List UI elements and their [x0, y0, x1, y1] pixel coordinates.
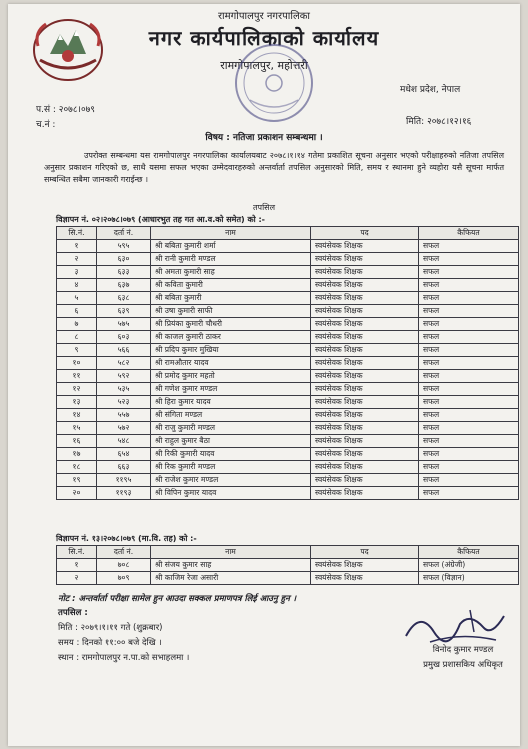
- table-row: [57, 331, 519, 344]
- table-cell: स्वयंसेवक शिक्षक: [311, 572, 419, 585]
- table-cell: श्री काजिम रेजा असारी: [151, 572, 311, 585]
- table-row: [57, 448, 519, 461]
- table-cell: सफल (अंग्रेजी): [419, 559, 519, 572]
- table-cell: श्री उषा कुमारी साफी: [151, 305, 311, 318]
- table-cell: २: [57, 253, 97, 266]
- table-cell: ८: [57, 331, 97, 344]
- table-cell: स्वयंसेवक शिक्षक: [311, 487, 419, 500]
- table-cell: ६०३: [97, 331, 151, 344]
- table-row: [57, 487, 519, 500]
- table-row: [57, 422, 519, 435]
- column-header: पद: [311, 227, 419, 240]
- column-header: कैफियत: [419, 546, 519, 559]
- table-cell: सफल: [419, 305, 519, 318]
- table-cell: सफल: [419, 487, 519, 500]
- column-header: सि.नं.: [57, 227, 97, 240]
- table-cell: सफल: [419, 370, 519, 383]
- table-cell: सफल: [419, 422, 519, 435]
- table-cell: सफल: [419, 240, 519, 253]
- table-cell: स्वयंसेवक शिक्षक: [311, 370, 419, 383]
- table-cell: १: [57, 240, 97, 253]
- table-row: [57, 253, 519, 266]
- table-cell: सफल: [419, 409, 519, 422]
- table-cell: ४: [57, 279, 97, 292]
- table-cell: स्वयंसेवक शिक्षक: [311, 253, 419, 266]
- table-cell: सफल: [419, 474, 519, 487]
- table-cell: श्री रानी कुमारी मण्डल: [151, 253, 311, 266]
- table-cell: ६६३: [97, 461, 151, 474]
- notice-sheet: [8, 4, 520, 746]
- table-cell: सफल: [419, 318, 519, 331]
- table-cell: ६: [57, 305, 97, 318]
- interview-place: स्थान : रामगोपालपुर न.पा.को सभाहलमा ।: [58, 653, 190, 663]
- table-cell: ५९५: [97, 240, 151, 253]
- table-cell: सफल: [419, 266, 519, 279]
- table-cell: २: [57, 572, 97, 585]
- municipality-name: रामगोपालपुर नगरपालिका: [217, 11, 311, 22]
- table-cell: सफल: [419, 383, 519, 396]
- table-cell: स्वयंसेवक शिक्षक: [311, 435, 419, 448]
- table-cell: स्वयंसेवक शिक्षक: [311, 448, 419, 461]
- result-table-2: [56, 545, 519, 585]
- table-row: [57, 305, 519, 318]
- table-cell: १२: [57, 383, 97, 396]
- office-title: नगर कार्यपालिकाको कार्यालय: [148, 26, 380, 50]
- table-row: [57, 279, 519, 292]
- interview-date: मिति : २०७९।१।११ गते (शुक्रबार): [58, 623, 163, 633]
- reference-number: प.सं : २०७८।०७९: [36, 105, 95, 115]
- notice-paragraph: उपरोक्त सम्बन्धमा यस रामगोपालपुर नगरपालिका कार्यालयबाट २०७८।१।१४ गतेमा प्रकाशित सूचना अनुसार भएको परीक्षाहरुको नतिजा तपसिल अनुसार प्रकाशन गरिएको छ, साथै यसमा सफल भएका उम्मेदवारहरुको अन्तर्वार्ता तपसिल अनुसारको मिति, समय र स्थानमा हुने व्यहोरा यसै सूचना मार्फत सम्बन्धित सबैमा जानकारी गराईन्छ ।: [44, 151, 504, 184]
- table-row: [57, 318, 519, 331]
- table-cell: श्री बबिता कुमारी: [151, 292, 311, 305]
- table-cell: स्वयंसेवक शिक्षक: [311, 318, 419, 331]
- table-cell: ३: [57, 266, 97, 279]
- table-cell: श्री रिक कुमारी मण्डल: [151, 461, 311, 474]
- interview-schedule-heading: तपसिल :: [58, 608, 88, 618]
- table-cell: सफल: [419, 331, 519, 344]
- table-cell: ७०८: [97, 559, 151, 572]
- table-row: [57, 461, 519, 474]
- table-cell: ५७५: [97, 318, 151, 331]
- table-cell: सफल: [419, 292, 519, 305]
- table-cell: १३: [57, 396, 97, 409]
- schedule-heading: तपसिल: [252, 203, 275, 212]
- table-cell: स्वयंसेवक शिक्षक: [311, 559, 419, 572]
- table-cell: स्वयंसेवक शिक्षक: [311, 422, 419, 435]
- notice-date: मिति: २०७८।१२।१६: [406, 117, 472, 127]
- table-cell: १: [57, 559, 97, 572]
- table2-heading: विज्ञापन नं. १३।२०७८।०७९ (मा.वि. तह) को :-: [56, 534, 197, 543]
- table-row: [57, 559, 519, 572]
- table-row: [57, 344, 519, 357]
- handwritten-signature-icon: [400, 602, 510, 648]
- table-cell: स्वयंसेवक शिक्षक: [311, 292, 419, 305]
- table-cell: ५४८: [97, 435, 151, 448]
- table-cell: स्वयंसेवक शिक्षक: [311, 279, 419, 292]
- interview-note: नोट : अन्तर्वार्ता परीक्षा सामेल हुन आउदा सक्कल प्रमाणपत्र लिई आउनु हुन ।: [58, 594, 297, 604]
- table-cell: १६: [57, 435, 97, 448]
- table-cell: श्री प्रमोद कुमार महतो: [151, 370, 311, 383]
- table-row: [57, 474, 519, 487]
- table-cell: श्री कविता कुमारी: [151, 279, 311, 292]
- column-header: नाम: [151, 546, 311, 559]
- table-cell: ५७२: [97, 422, 151, 435]
- table-cell: श्री राजेश कुमार मण्डल: [151, 474, 311, 487]
- table-cell: सफल: [419, 357, 519, 370]
- table-cell: स्वयंसेवक शिक्षक: [311, 409, 419, 422]
- table-cell: ६३९: [97, 305, 151, 318]
- table-cell: ११: [57, 370, 97, 383]
- column-header: दर्ता नं.: [97, 546, 151, 559]
- table-cell: ७०९: [97, 572, 151, 585]
- table-cell: ९: [57, 344, 97, 357]
- table-cell: सफल (विज्ञान): [419, 572, 519, 585]
- table-header-row: [57, 546, 519, 559]
- table-cell: श्री प्रदिप कुमार मुखिया: [151, 344, 311, 357]
- table-row: [57, 370, 519, 383]
- table-cell: सफल: [419, 344, 519, 357]
- table-cell: श्री अमता कुमारी साह: [151, 266, 311, 279]
- table-cell: श्री रिकी कुमारी यादव: [151, 448, 311, 461]
- office-address: रामगोपालपुर, महोत्तरी: [220, 59, 308, 72]
- table-cell: स्वयंसेवक शिक्षक: [311, 344, 419, 357]
- column-header: कैफियत: [419, 227, 519, 240]
- table-cell: स्वयंसेवक शिक्षक: [311, 266, 419, 279]
- office-round-stamp-icon: [230, 40, 318, 126]
- signer-title: प्रमुख प्रशासकिय अधिकृत: [423, 660, 503, 670]
- column-header: दर्ता नं.: [97, 227, 151, 240]
- signer-name: विनोद कुमार मण्डल: [432, 645, 494, 655]
- table-cell: १९: [57, 474, 97, 487]
- table-cell: श्री संजय कुमार साह: [151, 559, 311, 572]
- table-cell: ५६६: [97, 344, 151, 357]
- table-cell: २०: [57, 487, 97, 500]
- table-cell: ६३७: [97, 279, 151, 292]
- table-header-row: [57, 227, 519, 240]
- table-cell: १४: [57, 409, 97, 422]
- table-cell: ५३५: [97, 383, 151, 396]
- table-cell: ५९२: [97, 370, 151, 383]
- table-cell: श्री संगिता मण्डल: [151, 409, 311, 422]
- table-cell: ५२३: [97, 396, 151, 409]
- table-row: [57, 240, 519, 253]
- table-cell: ५: [57, 292, 97, 305]
- table-cell: ११९३: [97, 487, 151, 500]
- column-header: नाम: [151, 227, 311, 240]
- table1-heading: विज्ञापन नं. ०२।२०७८।०७९ (आधारभुत तह गत आ.व.को समेत) को :-: [56, 215, 265, 224]
- table-cell: श्री राजु कुमारी मण्डल: [151, 422, 311, 435]
- table-row: [57, 572, 519, 585]
- table-cell: ७: [57, 318, 97, 331]
- table-cell: श्री काजल कुमारी ठाकर: [151, 331, 311, 344]
- table-cell: श्री विपिन कुमार यादव: [151, 487, 311, 500]
- table-cell: श्री हिरा कुमार यादव: [151, 396, 311, 409]
- notice-subject: विषय : नतिजा प्रकाशन सम्बन्धमा ।: [205, 133, 323, 143]
- dispatch-number: च.नं :: [36, 120, 56, 130]
- table-cell: सफल: [419, 253, 519, 266]
- table-cell: १५: [57, 422, 97, 435]
- interview-time: समय : दिनको ११:०० बजे देखि ।: [58, 638, 162, 648]
- table-row: [57, 266, 519, 279]
- table-cell: श्री गणेश कुमार मण्डल: [151, 383, 311, 396]
- column-header: सि.नं.: [57, 546, 97, 559]
- table-cell: स्वयंसेवक शिक्षक: [311, 305, 419, 318]
- table-row: [57, 357, 519, 370]
- table-cell: १०: [57, 357, 97, 370]
- table-cell: ५५७: [97, 409, 151, 422]
- table-cell: सफल: [419, 448, 519, 461]
- table-cell: सफल: [419, 396, 519, 409]
- table-cell: ६३८: [97, 292, 151, 305]
- result-table-1: [56, 226, 519, 500]
- table-cell: स्वयंसेवक शिक्षक: [311, 383, 419, 396]
- table-cell: स्वयंसेवक शिक्षक: [311, 474, 419, 487]
- table-cell: श्री प्रियंका कुमारी चौधरी: [151, 318, 311, 331]
- table-cell: सफल: [419, 279, 519, 292]
- table-cell: स्वयंसेवक शिक्षक: [311, 240, 419, 253]
- table-cell: स्वयंसेवक शिक्षक: [311, 461, 419, 474]
- table-cell: ६५४: [97, 448, 151, 461]
- table-row: [57, 396, 519, 409]
- table-cell: श्री राहुल कुमार बैठा: [151, 435, 311, 448]
- table-row: [57, 435, 519, 448]
- table-row: [57, 409, 519, 422]
- table-cell: ५८२: [97, 357, 151, 370]
- table-cell: श्री रामऔतार यादव: [151, 357, 311, 370]
- table-cell: स्वयंसेवक शिक्षक: [311, 357, 419, 370]
- table-cell: सफल: [419, 435, 519, 448]
- table-cell: ११९५: [97, 474, 151, 487]
- table-cell: श्री बबिता कुमारी शर्मा: [151, 240, 311, 253]
- table-cell: ६३३: [97, 266, 151, 279]
- table-row: [57, 292, 519, 305]
- table-cell: १८: [57, 461, 97, 474]
- table-cell: सफल: [419, 461, 519, 474]
- table-cell: स्वयंसेवक शिक्षक: [311, 396, 419, 409]
- table-cell: ६३०: [97, 253, 151, 266]
- column-header: पद: [311, 546, 419, 559]
- table-cell: १७: [57, 448, 97, 461]
- table-cell: स्वयंसेवक शिक्षक: [311, 331, 419, 344]
- table-row: [57, 383, 519, 396]
- province-line: मधेश प्रदेश, नेपाल: [400, 85, 461, 95]
